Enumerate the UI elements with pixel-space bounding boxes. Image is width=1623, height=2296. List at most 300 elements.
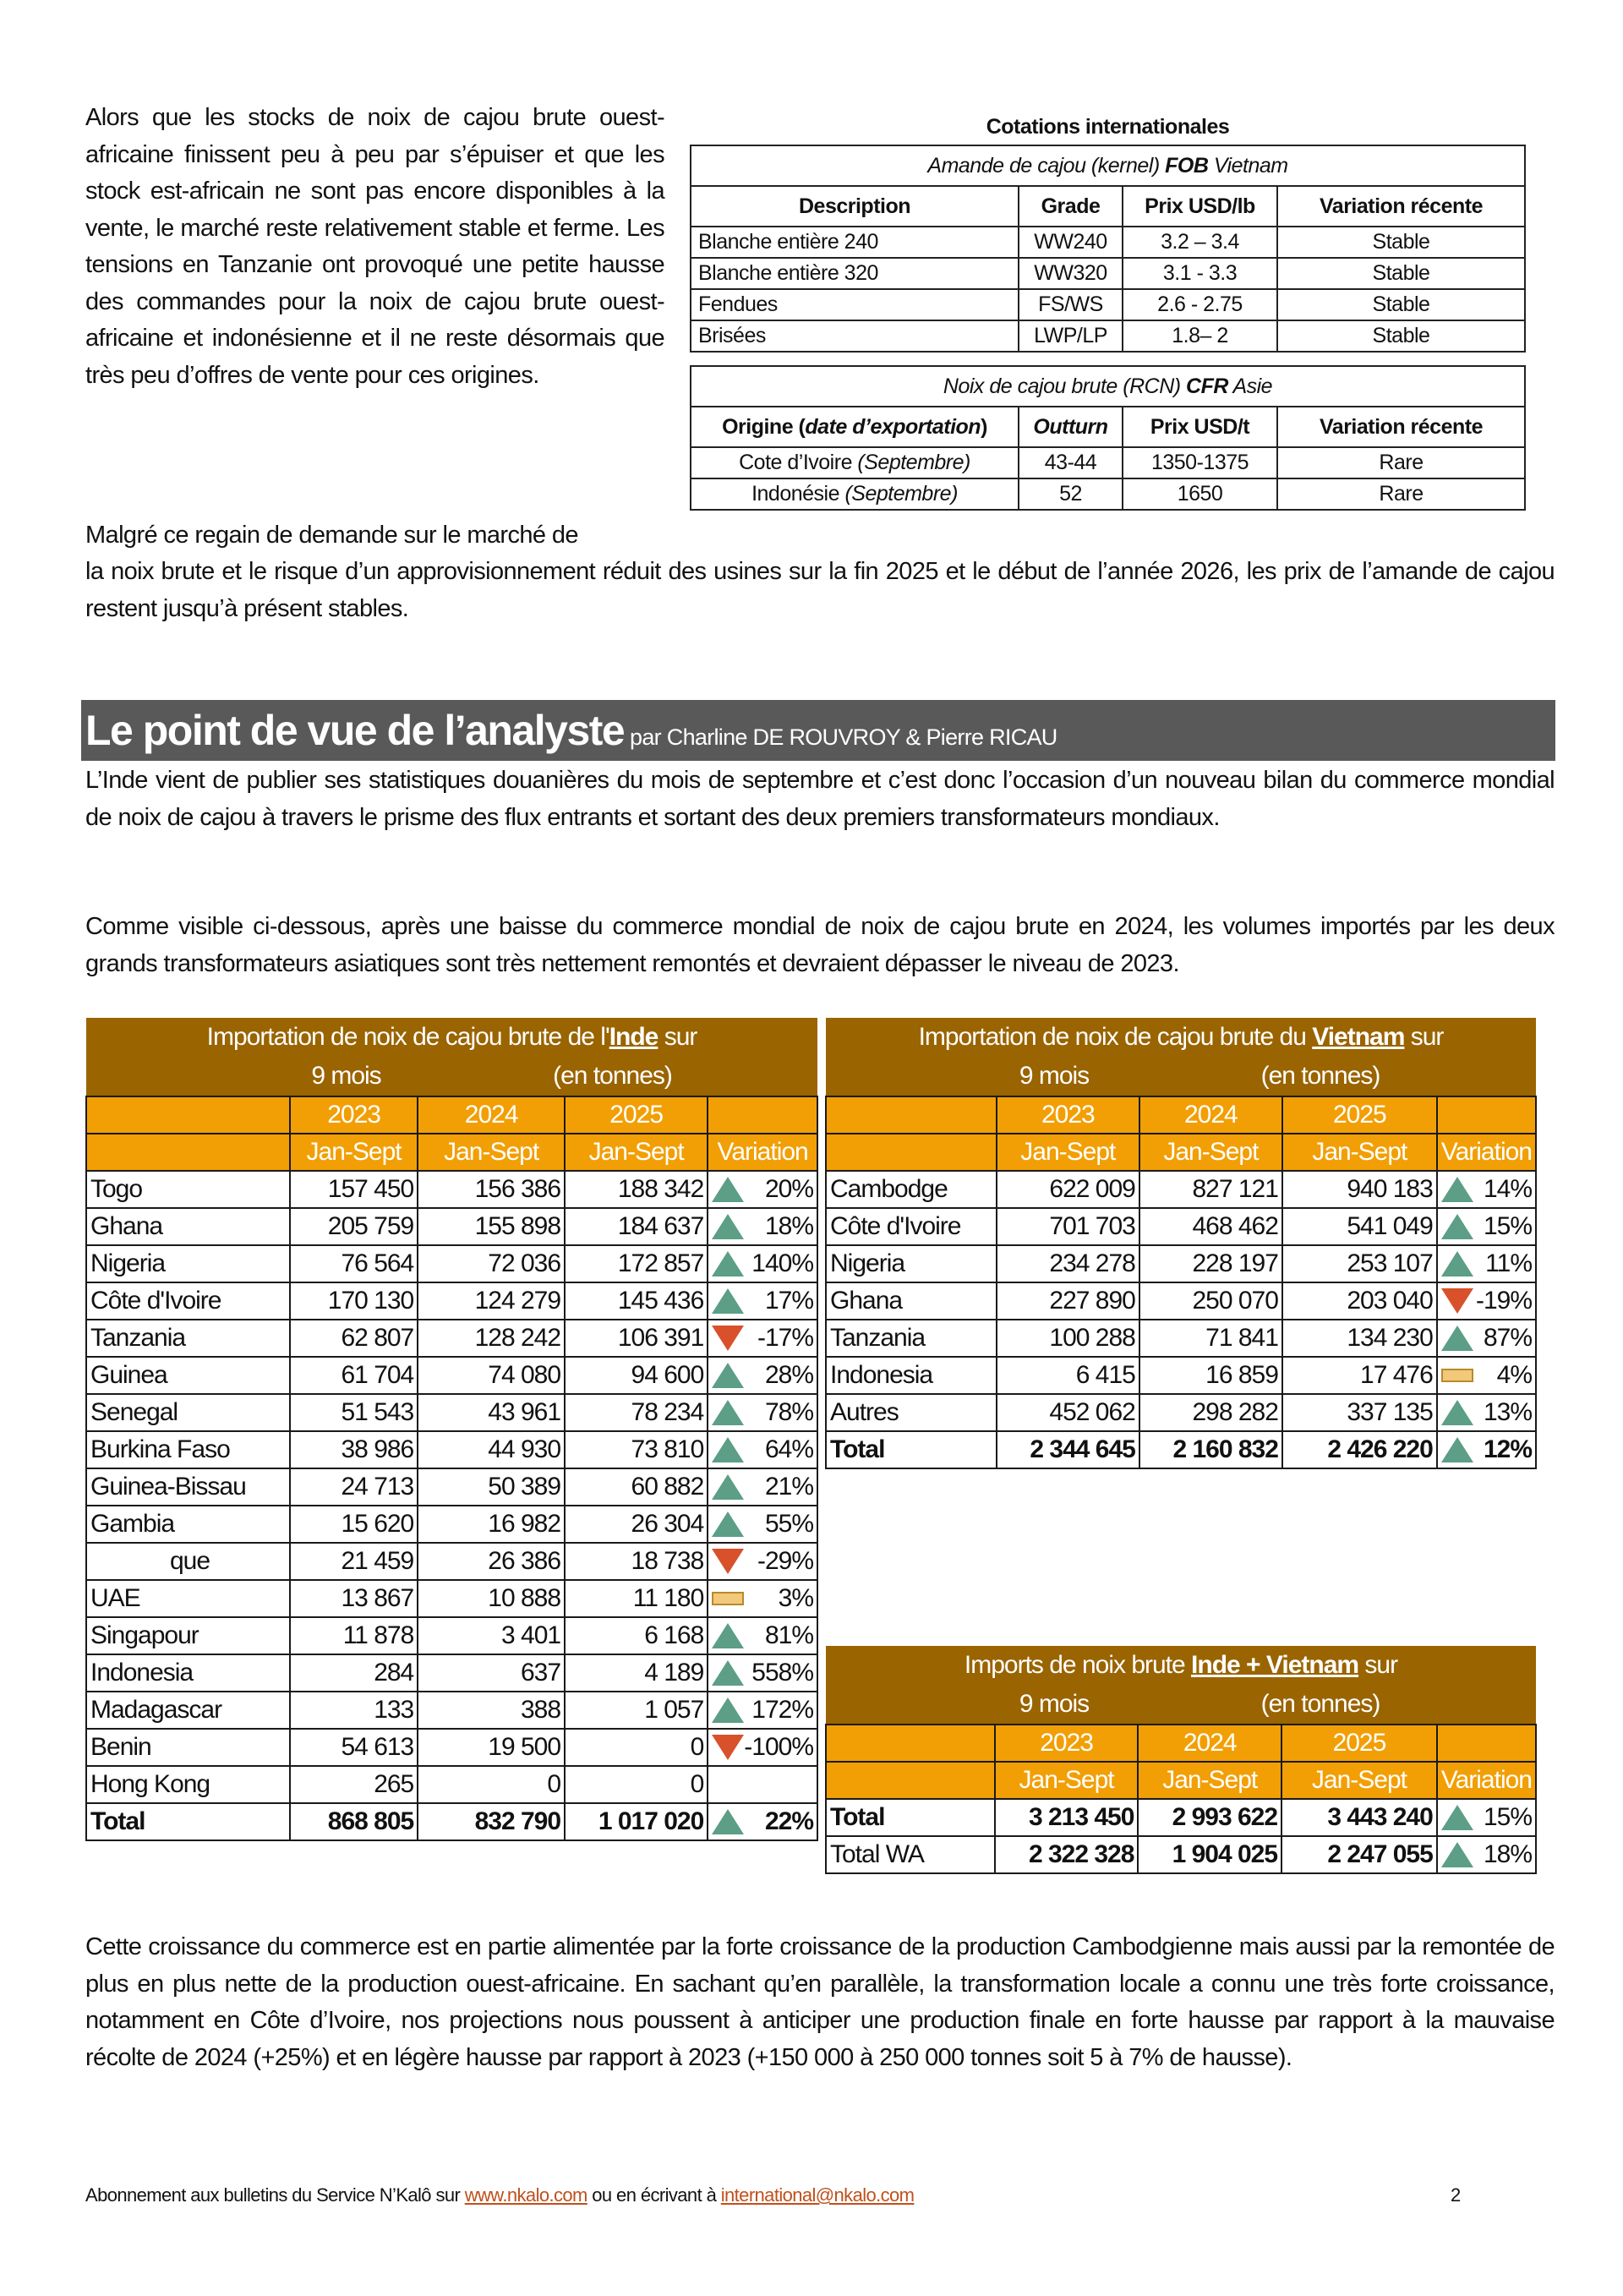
value-cell: 133 <box>290 1692 418 1729</box>
country-cell: Total WA <box>826 1836 995 1873</box>
variation-value: 15% <box>1483 1803 1532 1831</box>
table-row <box>86 1320 817 1357</box>
period-header: Jan-Sept <box>1138 1762 1281 1799</box>
trend-up-icon <box>1441 1326 1473 1351</box>
value-cell: 0 <box>418 1766 565 1803</box>
variation-cell <box>1437 1799 1536 1836</box>
trend-up-icon <box>712 1660 744 1686</box>
analysis-paragraph-1: L’Inde vient de publier ses statistiques douanières du mois de septembre et c’est donc l’occasion d’un nouveau bilan du commerce mondial de noix de cajou à travers le prisme des flux entrants et sortant des deux premiers transformateurs mondiaux. <box>85 767 1555 831</box>
table-row <box>691 258 1525 289</box>
value-cell: 228 197 <box>1139 1245 1282 1282</box>
variation-value: 20% <box>764 1175 813 1203</box>
price-cell: 3.2 – 3.4 <box>1123 227 1277 258</box>
value-cell: 468 462 <box>1139 1208 1282 1245</box>
value-cell: 253 107 <box>1282 1245 1437 1282</box>
value-cell: 54 613 <box>290 1729 418 1766</box>
description-cell: Blanche entière 240 <box>691 227 1019 258</box>
period-header: Jan-Sept <box>290 1134 418 1171</box>
value-cell: 73 810 <box>565 1431 708 1468</box>
trend-up-icon <box>1441 1842 1473 1867</box>
value-cell: 227 890 <box>997 1282 1139 1320</box>
value-cell: 2 344 645 <box>997 1431 1139 1468</box>
value-cell: 622 009 <box>997 1171 1139 1208</box>
variation-cell: Rare <box>1277 478 1525 510</box>
value-cell: 170 130 <box>290 1282 418 1320</box>
variation-value: 4% <box>1496 1361 1532 1389</box>
country-cell: Singapour <box>86 1617 290 1654</box>
table-row <box>691 227 1525 258</box>
trend-up-icon <box>1441 1400 1473 1425</box>
months-label: 9 mois <box>311 1062 381 1090</box>
col-price: Prix USD/lb <box>1123 186 1277 227</box>
value-cell: 827 121 <box>1139 1171 1282 1208</box>
country-cell: Gambia <box>86 1506 290 1543</box>
price-cell: 1.8– 2 <box>1123 320 1277 352</box>
email-link[interactable]: international@nkalo.com <box>720 2184 915 2206</box>
value-cell: 26 386 <box>418 1543 565 1580</box>
value-cell: 11 180 <box>565 1580 708 1617</box>
price-cell: 2.6 - 2.75 <box>1123 289 1277 320</box>
trend-up-icon <box>1441 1251 1473 1276</box>
table-row <box>826 1245 1536 1282</box>
trend-down-icon <box>1441 1288 1473 1314</box>
value-cell: 3 401 <box>418 1617 565 1654</box>
variation-header: Variation <box>1437 1762 1536 1799</box>
value-cell: 0 <box>565 1766 708 1803</box>
value-cell: 21 459 <box>290 1543 418 1580</box>
value-cell: 24 713 <box>290 1468 418 1506</box>
country-cell: Guinea <box>86 1357 290 1394</box>
year-header: 2023 <box>290 1096 418 1134</box>
value-cell: 2 247 055 <box>1281 1836 1437 1873</box>
col-variation: Variation récente <box>1277 407 1525 447</box>
footer-text: ou en écrivant à <box>587 2184 721 2206</box>
table-row <box>86 1803 817 1840</box>
variation-value: -19% <box>1475 1287 1532 1315</box>
description-cell: Brisées <box>691 320 1019 352</box>
country-cell: Ghana <box>86 1208 290 1245</box>
table-row <box>86 1692 817 1729</box>
trend-down-icon <box>712 1549 744 1574</box>
variation-cell <box>708 1468 817 1506</box>
trend-flat-icon <box>1441 1369 1473 1382</box>
value-cell: 1 057 <box>565 1692 708 1729</box>
value-cell: 637 <box>418 1654 565 1692</box>
table-row <box>86 1766 817 1803</box>
variation-cell <box>708 1692 817 1729</box>
value-cell: 203 040 <box>1282 1282 1437 1320</box>
kernel-caption: Amande de cajou (kernel) FOB Vietnam <box>691 145 1525 186</box>
variation-cell <box>708 1543 817 1580</box>
table-row <box>826 1208 1536 1245</box>
value-cell: 13 867 <box>290 1580 418 1617</box>
variation-value: 11% <box>1485 1249 1532 1277</box>
footer-text: Abonnement aux bulletins du Service N’Kalô sur <box>85 2184 465 2206</box>
trend-up-icon <box>1441 1177 1473 1202</box>
months-label: 9 mois <box>1019 1690 1090 1718</box>
col-outturn: Outturn <box>1019 407 1123 447</box>
table-row <box>86 1357 817 1394</box>
period-header: Jan-Sept <box>997 1134 1139 1171</box>
table-row <box>691 447 1525 478</box>
value-cell: 78 234 <box>565 1394 708 1431</box>
variation-cell <box>1437 1208 1536 1245</box>
variation-value: 172% <box>751 1696 813 1724</box>
table-row <box>826 1836 1536 1873</box>
value-cell: 155 898 <box>418 1208 565 1245</box>
trend-up-icon <box>1441 1805 1473 1830</box>
col-grade: Grade <box>1019 186 1123 227</box>
value-cell: 16 859 <box>1139 1357 1282 1394</box>
trend-up-icon <box>712 1437 744 1462</box>
value-cell: 43 961 <box>418 1394 565 1431</box>
value-cell: 61 704 <box>290 1357 418 1394</box>
value-cell: 2 160 832 <box>1139 1431 1282 1468</box>
value-cell: 234 278 <box>997 1245 1139 1282</box>
col-variation: Variation récente <box>1277 186 1525 227</box>
value-cell: 940 183 <box>1282 1171 1437 1208</box>
unit-label: (en tonnes) <box>1260 1690 1380 1718</box>
period-header: Jan-Sept <box>565 1134 708 1171</box>
variation-value: 18% <box>764 1212 813 1240</box>
variation-value: 13% <box>1483 1398 1532 1426</box>
country-cell: Senegal <box>86 1394 290 1431</box>
variation-cell <box>1437 1320 1536 1357</box>
value-cell: 265 <box>290 1766 418 1803</box>
period-header: Jan-Sept <box>1282 1134 1437 1171</box>
value-cell: 51 543 <box>290 1394 418 1431</box>
period-header: Jan-Sept <box>995 1762 1139 1799</box>
country-cell: que <box>86 1543 290 1580</box>
india-table-title: Importation de noix de cajou brute de l'Inde sur <box>86 1018 817 1057</box>
variation-value: 12% <box>1483 1435 1532 1463</box>
outturn-cell: 52 <box>1019 478 1123 510</box>
grade-cell: LWP/LP <box>1019 320 1123 352</box>
value-cell: 452 062 <box>997 1394 1139 1431</box>
trend-flat-icon <box>712 1592 744 1605</box>
value-cell: 6 415 <box>997 1357 1139 1394</box>
trend-up-icon <box>712 1512 744 1537</box>
variation-cell <box>708 1394 817 1431</box>
variation-cell <box>708 1208 817 1245</box>
value-cell: 10 888 <box>418 1580 565 1617</box>
value-cell: 284 <box>290 1654 418 1692</box>
variation-value: 78% <box>764 1398 813 1426</box>
trend-up-icon <box>712 1251 744 1276</box>
variation-cell <box>708 1506 817 1543</box>
intro-paragraph: Alors que les stocks de noix de cajou brute ouest-africaine finissent peu à peu par s’épuiser et que les stock est-africain ne sont pas encore disponibles à la vente, le marché reste relativement stable et ferme. Les tensions en Tanzanie ont provoqué une petite hausse des commandes pour la noix de cajou brute ouest-africaine et indonésienne et il ne reste désormais que très peu d’offres de vente pour ces origines. <box>85 104 664 389</box>
variation-cell <box>1437 1394 1536 1431</box>
variation-cell: Stable <box>1277 320 1525 352</box>
variation-value: 558% <box>751 1659 813 1686</box>
value-cell: 50 389 <box>418 1468 565 1506</box>
country-cell: Indonesia <box>86 1654 290 1692</box>
value-cell: 44 930 <box>418 1431 565 1468</box>
website-link[interactable]: www.nkalo.com <box>464 2184 587 2206</box>
year-header: 2023 <box>995 1725 1139 1762</box>
table-row <box>86 1394 817 1431</box>
table-row <box>86 1543 817 1580</box>
value-cell: 134 230 <box>1282 1320 1437 1357</box>
variation-cell: Stable <box>1277 289 1525 320</box>
origin-cell: Indonésie (Septembre) <box>691 478 1019 510</box>
variation-value: 55% <box>764 1510 813 1538</box>
trend-up-icon <box>712 1177 744 1202</box>
country-cell: UAE <box>86 1580 290 1617</box>
value-cell: 868 805 <box>290 1803 418 1840</box>
variation-value: 15% <box>1483 1212 1532 1240</box>
value-cell: 15 620 <box>290 1506 418 1543</box>
country-cell: Togo <box>86 1171 290 1208</box>
variation-value: -17% <box>757 1324 813 1352</box>
variation-value: 18% <box>1483 1840 1532 1868</box>
year-header: 2025 <box>1281 1725 1437 1762</box>
trend-up-icon <box>712 1400 744 1425</box>
table-row <box>826 1171 1536 1208</box>
variation-cell <box>708 1580 817 1617</box>
country-cell: Madagascar <box>86 1692 290 1729</box>
variation-cell <box>708 1766 817 1803</box>
variation-cell <box>1437 1282 1536 1320</box>
variation-header: Variation <box>1437 1134 1536 1171</box>
continuation-first-line: Malgré ce regain de demande sur le marché de <box>85 522 578 549</box>
value-cell: 298 282 <box>1139 1394 1282 1431</box>
table-row <box>86 1580 817 1617</box>
value-cell: 0 <box>565 1729 708 1766</box>
value-cell: 1 017 020 <box>565 1803 708 1840</box>
trend-up-icon <box>712 1214 744 1239</box>
value-cell: 156 386 <box>418 1171 565 1208</box>
table-row <box>86 1245 817 1282</box>
variation-cell <box>708 1245 817 1282</box>
variation-cell <box>708 1282 817 1320</box>
value-cell: 124 279 <box>418 1282 565 1320</box>
value-cell: 62 807 <box>290 1320 418 1357</box>
country-cell: Ghana <box>826 1282 997 1320</box>
price-cell: 1650 <box>1123 478 1277 510</box>
table-row <box>86 1617 817 1654</box>
variation-value: 28% <box>764 1361 813 1389</box>
variation-cell <box>708 1431 817 1468</box>
value-cell: 205 759 <box>290 1208 418 1245</box>
variation-cell <box>708 1320 817 1357</box>
description-cell: Fendues <box>691 289 1019 320</box>
value-cell: 11 878 <box>290 1617 418 1654</box>
combined-table-title: Imports de noix brute Inde + Vietnam sur <box>826 1646 1536 1685</box>
value-cell: 1 904 025 <box>1138 1836 1281 1873</box>
rcn-price-table <box>690 365 1526 511</box>
variation-cell: Rare <box>1277 447 1525 478</box>
table-row <box>826 1357 1536 1394</box>
country-cell: Côte d'Ivoire <box>826 1208 997 1245</box>
table-row <box>86 1171 817 1208</box>
value-cell: 337 135 <box>1282 1394 1437 1431</box>
table-row <box>86 1468 817 1506</box>
grade-cell: WW320 <box>1019 258 1123 289</box>
table-row <box>86 1729 817 1766</box>
value-cell: 145 436 <box>565 1282 708 1320</box>
country-cell: Total <box>86 1803 290 1840</box>
value-cell: 2 993 622 <box>1138 1799 1281 1836</box>
cotations-title: Cotations internationales <box>986 115 1230 139</box>
value-cell: 76 564 <box>290 1245 418 1282</box>
variation-cell <box>708 1803 817 1840</box>
col-origin: Origine (date d’exportation) <box>691 407 1019 447</box>
value-cell: 4 189 <box>565 1654 708 1692</box>
combined-imports-table <box>825 1646 1537 1874</box>
months-label: 9 mois <box>1019 1062 1090 1090</box>
value-cell: 6 168 <box>565 1617 708 1654</box>
country-cell: Nigeria <box>86 1245 290 1282</box>
variation-value: 22% <box>764 1807 813 1835</box>
value-cell: 541 049 <box>1282 1208 1437 1245</box>
country-cell: Nigeria <box>826 1245 997 1282</box>
page-number: 2 <box>1451 2184 1462 2206</box>
value-cell: 106 391 <box>565 1320 708 1357</box>
value-cell: 701 703 <box>997 1208 1139 1245</box>
value-cell: 16 982 <box>418 1506 565 1543</box>
variation-cell: Stable <box>1277 227 1525 258</box>
trend-up-icon <box>1441 1214 1473 1239</box>
variation-cell <box>1437 1171 1536 1208</box>
value-cell: 74 080 <box>418 1357 565 1394</box>
country-cell: Cambodge <box>826 1171 997 1208</box>
value-cell: 157 450 <box>290 1171 418 1208</box>
variation-header: Variation <box>708 1134 817 1171</box>
variation-value: 81% <box>764 1621 813 1649</box>
value-cell: 26 304 <box>565 1506 708 1543</box>
grade-cell: WW240 <box>1019 227 1123 258</box>
value-cell: 60 882 <box>565 1468 708 1506</box>
variation-value: 17% <box>764 1287 813 1315</box>
trend-up-icon <box>712 1697 744 1723</box>
variation-cell <box>708 1357 817 1394</box>
table-row <box>691 478 1525 510</box>
variation-value: 140% <box>751 1249 813 1277</box>
description-cell: Blanche entière 320 <box>691 258 1019 289</box>
table-row <box>826 1431 1536 1468</box>
price-cell: 3.1 - 3.3 <box>1123 258 1277 289</box>
value-cell: 2 322 328 <box>995 1836 1139 1873</box>
year-header: 2025 <box>565 1096 708 1134</box>
variation-value: -29% <box>757 1547 813 1575</box>
outturn-cell: 43-44 <box>1019 447 1123 478</box>
value-cell: 38 986 <box>290 1431 418 1468</box>
value-cell: 128 242 <box>418 1320 565 1357</box>
variation-value: 14% <box>1483 1175 1532 1203</box>
variation-cell: Stable <box>1277 258 1525 289</box>
variation-value: 3% <box>778 1584 813 1612</box>
period-header: Jan-Sept <box>1139 1134 1282 1171</box>
trend-up-icon <box>712 1623 744 1648</box>
variation-cell <box>708 1654 817 1692</box>
section-title: Le point de vue de l’analyste <box>85 707 625 754</box>
trend-up-icon <box>712 1363 744 1388</box>
col-price: Prix USD/t <box>1123 407 1277 447</box>
variation-cell <box>1437 1245 1536 1282</box>
unit-label: (en tonnes) <box>1260 1062 1380 1090</box>
variation-value: 64% <box>764 1435 813 1463</box>
variation-cell <box>708 1729 817 1766</box>
table-row <box>86 1654 817 1692</box>
unit-label: (en tonnes) <box>553 1062 672 1090</box>
value-cell: 3 213 450 <box>995 1799 1139 1836</box>
table-row <box>691 289 1525 320</box>
value-cell: 188 342 <box>565 1171 708 1208</box>
trend-up-icon <box>712 1474 744 1500</box>
variation-value: -100% <box>744 1733 813 1761</box>
continuation-paragraph: la noix brute et le risque d’un approvisionnement réduit des usines sur la fin 2025 et le début de l’année 2026, les prix de l’amande de cajou restent jusqu’à présent stables. <box>85 558 1555 622</box>
vietnam-imports-table <box>825 1018 1537 1469</box>
variation-value: 21% <box>764 1473 813 1501</box>
trend-up-icon <box>712 1809 744 1834</box>
country-cell: Hong Kong <box>86 1766 290 1803</box>
period-header: Jan-Sept <box>1281 1762 1437 1799</box>
table-row <box>826 1320 1536 1357</box>
variation-cell <box>708 1617 817 1654</box>
value-cell: 250 070 <box>1139 1282 1282 1320</box>
value-cell: 832 790 <box>418 1803 565 1840</box>
value-cell: 2 426 220 <box>1282 1431 1437 1468</box>
value-cell: 18 738 <box>565 1543 708 1580</box>
country-cell: Benin <box>86 1729 290 1766</box>
table-row <box>691 320 1525 352</box>
country-cell: Indonesia <box>826 1357 997 1394</box>
price-cell: 1350-1375 <box>1123 447 1277 478</box>
country-cell: Tanzania <box>86 1320 290 1357</box>
india-imports-table <box>85 1018 818 1841</box>
rcn-caption: Noix de cajou brute (RCN) CFR Asie <box>691 366 1525 407</box>
value-cell: 72 036 <box>418 1245 565 1282</box>
analysis-paragraph-2: Comme visible ci-dessous, après une baisse du commerce mondial de noix de cajou brute en 2024, les volumes importés par les deux grands transformateurs asiatiques sont très nettement remontés et devraient dépasser le niveau de 2023. <box>85 913 1555 977</box>
origin-cell: Cote d’Ivoire (Septembre) <box>691 447 1019 478</box>
trend-up-icon <box>712 1288 744 1314</box>
country-cell: Autres <box>826 1394 997 1431</box>
year-header: 2024 <box>1138 1725 1281 1762</box>
variation-cell <box>1437 1836 1536 1873</box>
trend-down-icon <box>712 1735 744 1760</box>
country-cell: Tanzania <box>826 1320 997 1357</box>
variation-cell <box>1437 1357 1536 1394</box>
year-header: 2024 <box>418 1096 565 1134</box>
variation-cell <box>1437 1431 1536 1468</box>
table-row <box>826 1394 1536 1431</box>
table-row <box>86 1506 817 1543</box>
value-cell: 172 857 <box>565 1245 708 1282</box>
value-cell: 19 500 <box>418 1729 565 1766</box>
country-cell: Côte d'Ivoire <box>86 1282 290 1320</box>
table-row <box>86 1282 817 1320</box>
analysis-paragraph-3: Cette croissance du commerce est en partie alimentée par la forte croissance de la production Cambodgienne mais aussi par la remontée de plus en plus nette de la production ouest-africaine. En sachant qu’en parallèle, la transformation locale a connu une très forte croissance, notamment en Côte d’Ivoire, nos projections nous poussent à anticiper une production finale en forte hausse par rapport à la mauvaise récolte de 2024 (+25%) et en légère hausse par rapport à 2023 (+150 000 à 250 000 tonnes soit 5 à 7% de hausse). <box>85 1933 1555 2071</box>
value-cell: 388 <box>418 1692 565 1729</box>
value-cell: 17 476 <box>1282 1357 1437 1394</box>
grade-cell: FS/WS <box>1019 289 1123 320</box>
trend-down-icon <box>712 1326 744 1351</box>
value-cell: 184 637 <box>565 1208 708 1245</box>
country-cell: Total <box>826 1799 995 1836</box>
country-cell: Burkina Faso <box>86 1431 290 1468</box>
variation-value: 87% <box>1483 1324 1532 1352</box>
year-header: 2024 <box>1139 1096 1282 1134</box>
value-cell: 94 600 <box>565 1357 708 1394</box>
vietnam-table-title: Importation de noix de cajou brute du Vietnam sur <box>826 1018 1536 1057</box>
trend-up-icon <box>1441 1437 1473 1462</box>
variation-cell <box>708 1171 817 1208</box>
table-row <box>86 1208 817 1245</box>
country-cell: Guinea-Bissau <box>86 1468 290 1506</box>
period-header: Jan-Sept <box>418 1134 565 1171</box>
year-header: 2025 <box>1282 1096 1437 1134</box>
